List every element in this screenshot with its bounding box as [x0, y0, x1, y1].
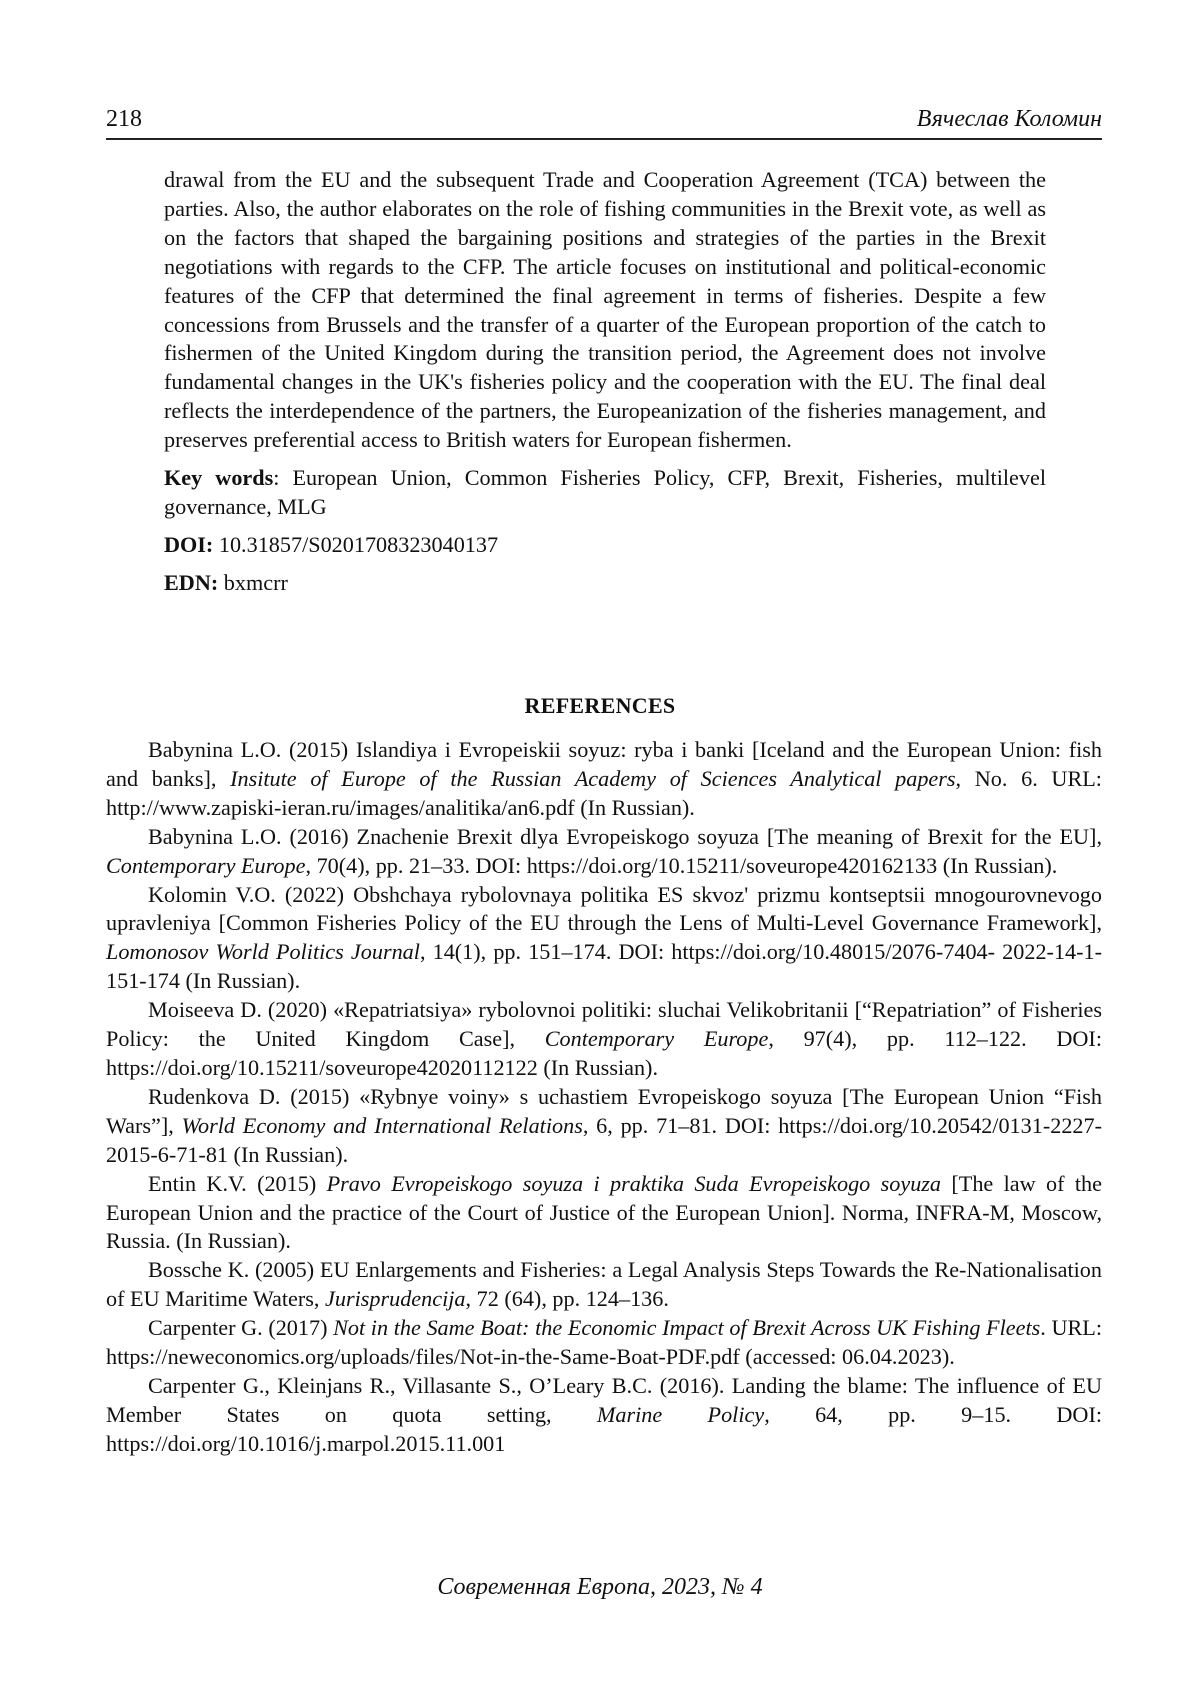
- running-header: [106, 104, 1102, 140]
- page-number: 218: [106, 106, 142, 132]
- edn-value: bxmcrr: [218, 569, 288, 595]
- reference-item: Entin K.V. (2015) Pravo Evropeiskogo soyuza i praktika Suda Evropeiskogo soyuza [The law of the European Union and the practice of the Court of Justice of the European Union]. Norma, INFRA-M, Moscow, Russia. (In Russian).: [106, 1170, 1103, 1254]
- reference-item: Bossche K. (2005) EU Enlargements and Fisheries: a Legal Analysis Steps Towards the Re-Nationalisation of EU Maritime Waters, Jurisprudencija, 72 (64), pp. 124–136.: [106, 1257, 1102, 1312]
- abstract-block: [164, 166, 1046, 598]
- doi-line: [164, 531, 1046, 560]
- running-footer-journal: Современная Европа, 2023, № 4: [437, 1574, 763, 1600]
- reference-item: Babynina L.O. (2015) Islandiya i Evropeiskii soyuz: ryba i banki [Iceland and the European Union: fish and banks], Insitute of Europe of the Russian Academy of Sciences Analytical papers, No. 6. URL: http://www.zapiski-ieran.ru/images/analitika/an6.pdf (In Russian).: [106, 737, 1102, 820]
- reference-item: Kolomin V.O. (2022) Obshchaya rybolovnaya politika ES skvoz' prizmu kontseptsii mnogourovnevogo upravleniya [Common Fisheries Policy of the EU through the Lens of Multi-Level Governance Framework], Lomonosov World Politics Journal, 14(1), pp. 151–174. DOI: https://doi.org/10.48015/2076-7404- 2022-14-1-151-174 (In Russian).: [106, 881, 1102, 994]
- reference-item: Babynina L.O. (2016) Znachenie Brexit dlya Evropeiskogo soyuza [The meaning of Brexit for the EU], Contemporary Europe, 70(4), pp. 21–33. DOI: https://doi.org/10.15211/soveurope420162133 (In Russian).: [106, 823, 1102, 878]
- keywords-value: : European Union, Common Fisheries Policy, CFP, Brexit, Fisheries, multilevel governance, MLG: [164, 465, 1046, 519]
- keywords-label: Key words: [164, 465, 274, 491]
- doi-label: DOI:: [164, 531, 214, 557]
- abstract-text: drawal from the EU and the subsequent Trade and Cooperation Agreement (TCA) between the parties. Also, the author elaborates on the role of fishing communities in the Brexit vote, as well as on the factors that shaped the bargaining positions and strategies of the parties in the Brexit negotiations with regards to the CFP. The article focuses on institutional and political-economic features of the CFP that determined the final agreement in terms of fisheries. Despite a few concessions from Brussels and the transfer of a quarter of the European proportion of the catch to fishermen of the United Kingdom during the transition period, the Agreement does not involve fundamental changes in the UK's fisheries policy and the cooperation with the EU. The final deal reflects the interdependence of the partners, the Europeanization of the fisheries management, and preserves preferential access to British waters for European fishermen.: [164, 167, 1046, 453]
- keywords-line: [164, 464, 1046, 522]
- reference-item: Moiseeva D. (2020) «Repatriatsiya» rybolovnoi politiki: sluchai Velikobritanii [“Repatriation” of Fisheries Policy: the United Kingdom Case], Contemporary Europe, 97(4), pp. 112–122. DOI: https://doi.org/10.15211/soveurope42020112122 (In Russian).: [106, 997, 1102, 1080]
- running-header-author: Вячеслав Коломин: [916, 106, 1102, 132]
- references-list: [106, 736, 1102, 1459]
- edn-line: [164, 569, 1046, 598]
- reference-item: Carpenter G., Kleinjans R., Villasante S., O’Leary B.C. (2016). Landing the blame: The influence of EU Member States on quota setting, Marine Policy, 64, pp. 9–15. DOI: https://doi.org/10.1016/j.marpol.2015.11.001: [106, 1372, 1102, 1456]
- references-heading: REFERENCES: [524, 693, 676, 718]
- reference-item: Rudenkova D. (2015) «Rybnye voiny» s uchastiem Evropeiskogo soyuza [The European Union “Fish Wars”], World Economy and International Relations, 6, pp. 71–81. DOI: https://doi.org/10.20542/0131-2227-2015-6-71-81 (In Russian).: [106, 1083, 1102, 1167]
- edn-label: EDN:: [164, 569, 219, 595]
- doi-value: 10.31857/S0201708323040137: [213, 531, 499, 557]
- reference-item: Carpenter G. (2017) Not in the Same Boat: the Economic Impact of Brexit Across UK Fishing Fleets. URL: https://neweconomics.org/uploads/files/Not-in-the-Same-Boat-PDF.pdf (accessed: 06.04.2023).: [106, 1315, 1102, 1370]
